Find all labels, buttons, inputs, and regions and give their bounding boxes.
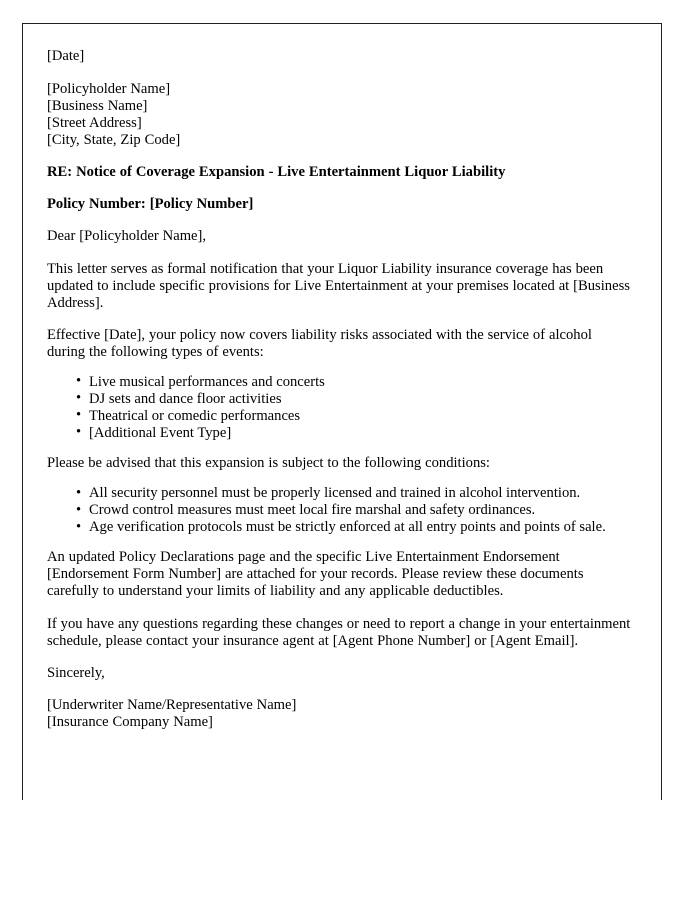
subject-line: RE: Notice of Coverage Expansion - Live Entertainment Liquor Liability: [47, 164, 506, 181]
spacer: [47, 312, 633, 327]
conditions-list: [47, 485, 633, 536]
policy-number-line: Policy Number: [Policy Number]: [47, 196, 254, 213]
document-page: [22, 23, 662, 800]
spacer: [47, 682, 633, 697]
recipient-business-name: [Business Name]: [47, 98, 148, 115]
list-item: • DJ sets and dance floor activities: [76, 391, 633, 408]
recipient-policyholder-name: [Policyholder Name]: [47, 81, 171, 98]
spacer: [47, 361, 633, 374]
spacer: [47, 536, 633, 549]
list-item: • All security personnel must be properly licensed and trained in alcohol intervention.: [76, 485, 633, 502]
spacer: [47, 601, 633, 616]
event-types-list: [47, 374, 633, 442]
paragraph-contact: If you have any questions regarding these changes or need to report a change in your entertainment schedule, please contact your insurance agent at [Agent Phone Number] or [Agent Email].: [47, 615, 631, 649]
spacer: [47, 246, 633, 261]
list-item: • Theatrical or comedic performances: [76, 408, 633, 425]
recipient-address-block: [47, 81, 633, 149]
list-item: • Crowd control measures must meet local fire marshal and safety ordinances.: [76, 502, 633, 519]
salutation: Dear [Policyholder Name],: [47, 228, 207, 245]
paragraph-intro: This letter serves as formal notification that your Liquor Liability insurance coverage has been updated to include specific provisions for Live Entertainment at your premises located at [Business Address].: [47, 260, 630, 311]
signature-company-name: [Insurance Company Name]: [47, 713, 213, 730]
paragraph-effective-date: Effective [Date], your policy now covers liability risks associated with the service of alcohol during the following types of events:: [47, 326, 592, 360]
signature-underwriter-name: [Underwriter Name/Representative Name]: [47, 696, 297, 713]
recipient-city-state-zip: [City, State, Zip Code]: [47, 132, 181, 149]
closing: Sincerely,: [47, 664, 105, 681]
spacer: [47, 650, 633, 665]
spacer: [47, 181, 633, 196]
spacer: [47, 65, 633, 81]
spacer: [47, 149, 633, 164]
list-item: • Live musical performances and concerts: [76, 374, 633, 391]
spacer: [47, 472, 633, 485]
recipient-street-address: [Street Address]: [47, 115, 142, 132]
letter-body: [47, 48, 633, 731]
spacer: [47, 442, 633, 455]
list-item: • Age verification protocols must be strictly enforced at all entry points and points of sale.: [76, 519, 633, 536]
conditions-intro: Please be advised that this expansion is subject to the following conditions:: [47, 455, 490, 472]
list-item: • [Additional Event Type]: [76, 425, 633, 442]
paragraph-endorsement: An updated Policy Declarations page and the specific Live Entertainment Endorsement [Endorsement Form Number] are attached for your records. Please review these documents carefully to understand your limits of liability and any applicable deductibles.: [47, 549, 584, 600]
date-placeholder: [Date]: [47, 48, 85, 64]
spacer: [47, 213, 633, 228]
